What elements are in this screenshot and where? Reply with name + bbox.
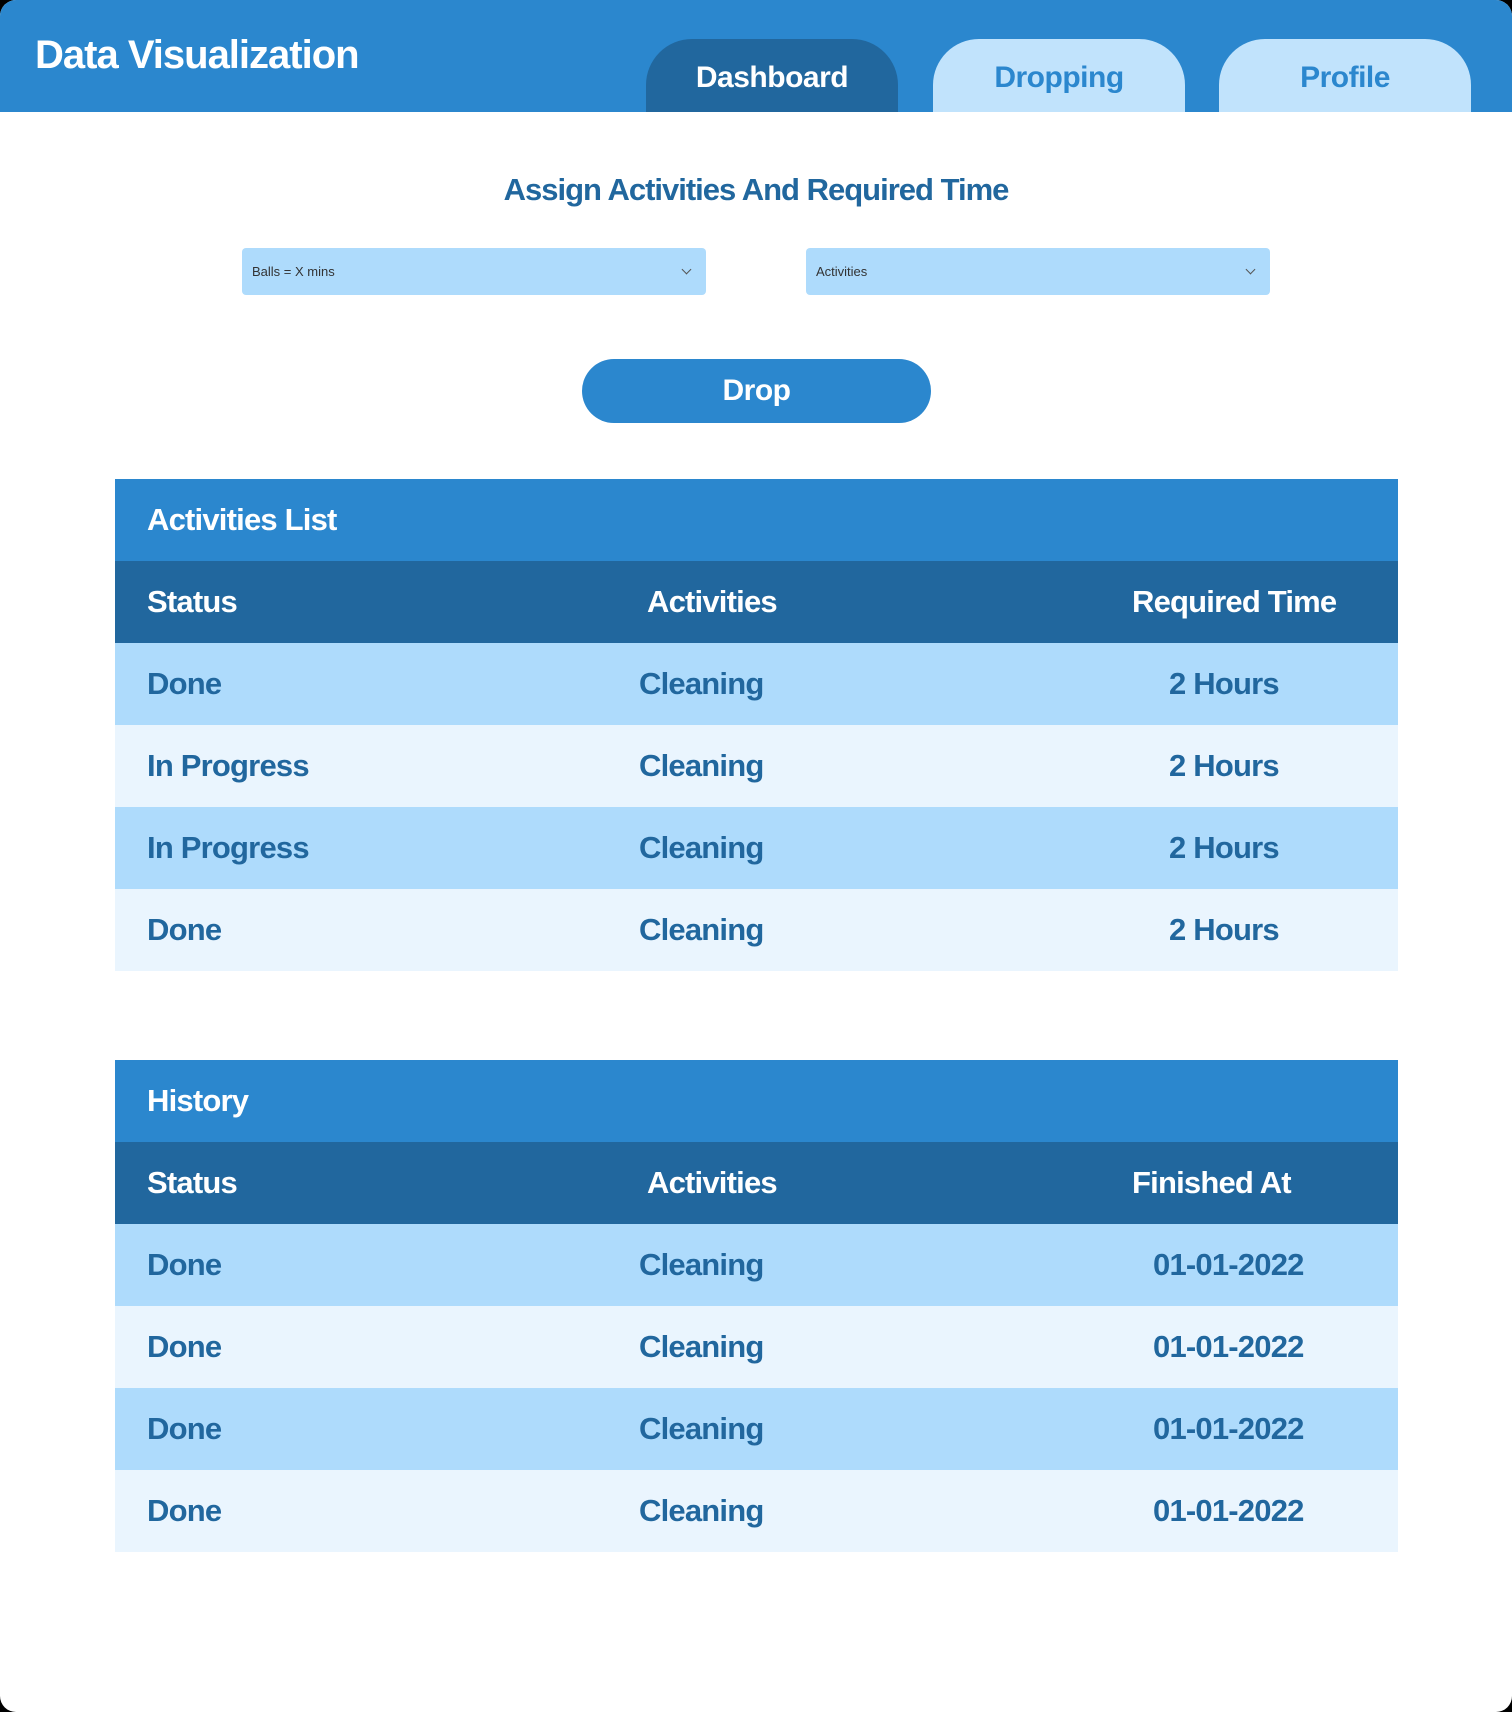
app-title: Data Visualization xyxy=(35,33,359,77)
activity-cell: Cleaning xyxy=(639,912,764,947)
column-header-finished-at[interactable]: Finished At xyxy=(1132,1165,1291,1200)
table-row[interactable] xyxy=(115,1224,1398,1306)
table-title: History xyxy=(115,1060,1398,1142)
column-header-status[interactable]: Status xyxy=(147,584,237,619)
table-row[interactable] xyxy=(115,1470,1398,1552)
column-header-required-time[interactable]: Required Time xyxy=(1132,584,1337,619)
table-row[interactable] xyxy=(115,807,1398,889)
status-cell: Done xyxy=(147,1247,222,1282)
activity-select[interactable] xyxy=(806,248,1270,295)
history-table xyxy=(115,1060,1398,1552)
table-title: Activities List xyxy=(115,479,1398,561)
status-cell: Done xyxy=(147,1493,222,1528)
activity-cell: Cleaning xyxy=(639,666,764,701)
time-cell: 2 Hours xyxy=(1169,748,1279,783)
time-cell: 2 Hours xyxy=(1169,830,1279,865)
tab-label: Dashboard xyxy=(695,60,849,94)
table-row[interactable] xyxy=(115,725,1398,807)
table-row[interactable] xyxy=(115,643,1398,725)
time-select-value: Balls = X mins xyxy=(252,264,335,279)
table-row[interactable] xyxy=(115,1306,1398,1388)
finished-at-cell: 01-01-2022 xyxy=(1153,1493,1304,1528)
column-header-activities[interactable]: Activities xyxy=(647,1165,777,1200)
activity-cell: Cleaning xyxy=(639,830,764,865)
tab-dashboard[interactable] xyxy=(646,39,898,112)
time-cell: 2 Hours xyxy=(1169,666,1279,701)
tab-dropping[interactable] xyxy=(933,39,1185,112)
tab-profile[interactable] xyxy=(1219,39,1471,112)
status-cell: Done xyxy=(147,666,222,701)
table-row[interactable] xyxy=(115,889,1398,971)
finished-at-cell: 01-01-2022 xyxy=(1153,1329,1304,1364)
finished-at-cell: 01-01-2022 xyxy=(1153,1247,1304,1282)
activity-cell: Cleaning xyxy=(639,748,764,783)
status-cell: In Progress xyxy=(147,748,309,783)
assign-section-title: Assign Activities And Required Time xyxy=(503,172,1009,207)
status-cell: Done xyxy=(147,1411,222,1446)
activity-cell: Cleaning xyxy=(639,1411,764,1446)
status-cell: Done xyxy=(147,1329,222,1364)
tab-label: Dropping xyxy=(994,60,1124,94)
activity-cell: Cleaning xyxy=(639,1493,764,1528)
activities-list-table xyxy=(115,479,1398,971)
status-cell: In Progress xyxy=(147,830,309,865)
top-nav-bar xyxy=(0,0,1512,112)
activity-cell: Cleaning xyxy=(639,1329,764,1364)
column-header-status[interactable]: Status xyxy=(147,1165,237,1200)
tab-label: Profile xyxy=(1300,60,1390,94)
table-row[interactable] xyxy=(115,1388,1398,1470)
drop-button[interactable]: Drop xyxy=(582,359,931,423)
table-header-row xyxy=(115,1142,1398,1224)
table-header-row xyxy=(115,561,1398,643)
activity-cell: Cleaning xyxy=(639,1247,764,1282)
activity-select-value: Activities xyxy=(816,264,868,279)
time-cell: 2 Hours xyxy=(1169,912,1279,947)
time-select[interactable] xyxy=(242,248,706,295)
status-cell: Done xyxy=(147,912,222,947)
column-header-activities[interactable]: Activities xyxy=(647,584,777,619)
chevron-down-icon xyxy=(1246,265,1256,275)
finished-at-cell: 01-01-2022 xyxy=(1153,1411,1304,1446)
chevron-down-icon xyxy=(682,265,692,275)
